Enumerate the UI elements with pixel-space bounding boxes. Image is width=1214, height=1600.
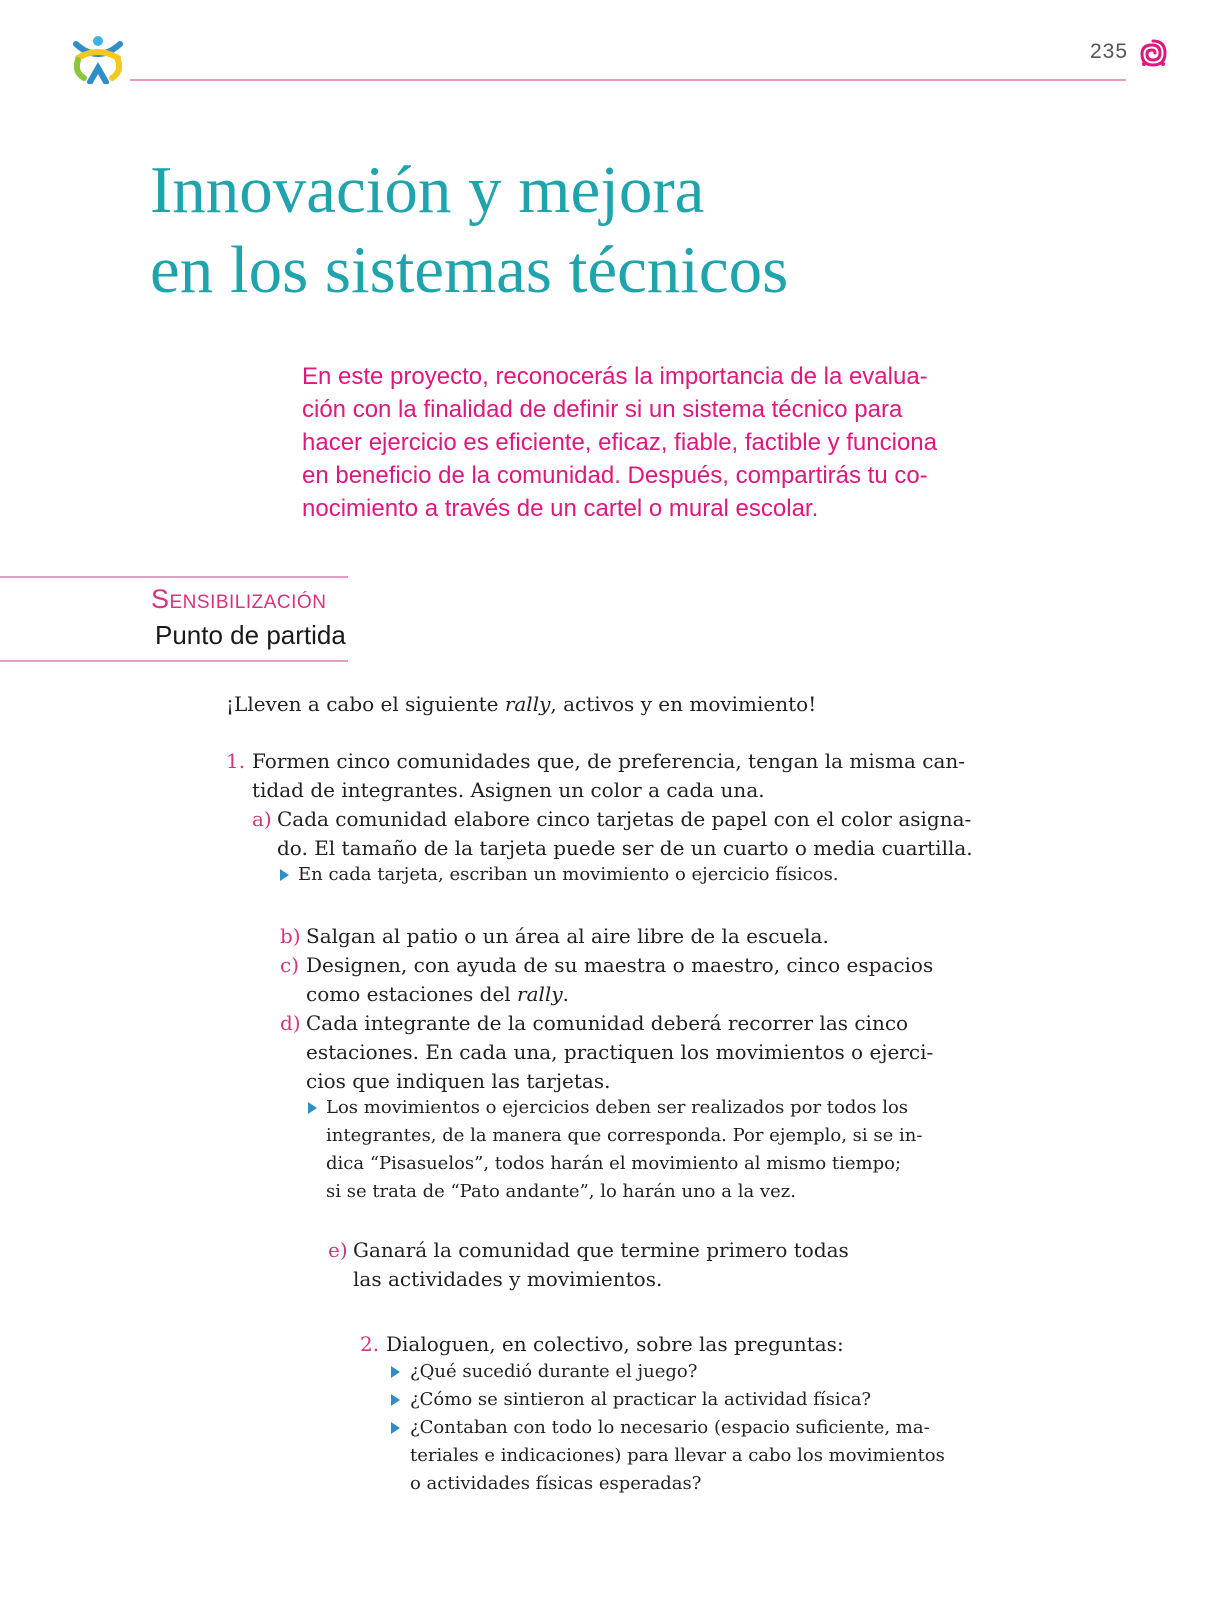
- bullet-line: En cada tarjeta, escriban un movimiento o ejercicio físicos.: [298, 864, 839, 885]
- header-rule: [130, 79, 1126, 81]
- item-text: .: [562, 982, 569, 1006]
- title-line-2: en los sistemas técnicos: [150, 233, 789, 307]
- item-italic: rally: [517, 982, 563, 1006]
- item-line: [306, 980, 569, 1009]
- intro-line: nocimiento a través de un cartel o mural escolar.: [302, 495, 819, 522]
- item-line: tidad de integrantes. Asignen un color a cada una.: [252, 778, 765, 802]
- bullet-triangle-icon: [280, 869, 289, 881]
- item-marker: d): [280, 1011, 301, 1035]
- intro-line: en beneficio de la comunidad. Después, compartirás tu co-: [302, 462, 928, 489]
- question-line: o actividades físicas esperadas?: [410, 1473, 702, 1494]
- question-line: ¿Cómo se sintieron al practicar la actividad física?: [410, 1389, 872, 1410]
- sub-item-marker: [280, 1009, 301, 1038]
- item-line: Cada comunidad elabore cinco tarjetas de papel con el color asigna-: [277, 807, 972, 831]
- item-line: Dialoguen, en colectivo, sobre las preguntas:: [386, 1332, 844, 1356]
- intro-line: hacer ejercicio es eficiente, eficaz, fiable, factible y funciona: [302, 429, 938, 456]
- intro-line: ción con la finalidad de definir si un sistema técnico para: [302, 396, 903, 423]
- bullet-line: Los movimientos o ejercicios deben ser realizados por todos los: [326, 1097, 909, 1118]
- bullet-line: dica “Pisasuelos”, todos harán el movimiento al mismo tiempo;: [326, 1153, 902, 1174]
- section-rule-bottom: [0, 660, 348, 662]
- sub-item-marker: [280, 951, 299, 980]
- sub-item-marker: [280, 922, 301, 951]
- section-title: Sensibilización: [151, 584, 327, 614]
- section-rule-top: [0, 576, 348, 578]
- item-marker: c): [280, 953, 300, 977]
- sub-item-marker: [252, 805, 272, 834]
- question-line: teriales e indicaciones) para llevar a cabo los movimientos: [410, 1445, 945, 1466]
- section-subtitle: Punto de partida: [155, 620, 346, 650]
- question-line: ¿Contaban con todo lo necesario (espacio suficiente, ma-: [410, 1417, 930, 1438]
- colored-figure-logo-icon: [70, 34, 126, 84]
- item-line: cios que indiquen las tarjetas.: [306, 1069, 611, 1093]
- list-item: [226, 747, 245, 776]
- bullet-triangle-icon: [391, 1366, 400, 1378]
- spiral-glyph-icon: [1138, 38, 1168, 68]
- item-marker: a): [252, 807, 272, 831]
- bullet-triangle-icon: [391, 1422, 400, 1434]
- item-marker: 2.: [360, 1332, 380, 1356]
- lead-sentence: [226, 690, 816, 719]
- item-line: do. El tamaño de la tarjeta puede ser de un cuarto o media cuartilla.: [277, 836, 973, 860]
- bullet-triangle-icon: [308, 1102, 317, 1114]
- item-line: estaciones. En cada una, practiquen los movimientos o ejerci-: [306, 1040, 934, 1064]
- item-line: Salgan al patio o un área al aire libre de la escuela.: [306, 924, 829, 948]
- item-marker: 1.: [226, 749, 246, 773]
- section-header: [0, 576, 348, 662]
- item-marker: e): [328, 1238, 348, 1262]
- lead-text: , activos y en movimiento!: [550, 692, 817, 716]
- bullet-line: integrantes, de la manera que corresponda. Por ejemplo, si se in-: [326, 1125, 923, 1146]
- page-title: [150, 150, 788, 310]
- lead-text: ¡Lleven a cabo el siguiente: [226, 692, 505, 716]
- item-line: Formen cinco comunidades que, de preferencia, tengan la misma can-: [252, 749, 966, 773]
- lead-italic: rally: [504, 692, 551, 716]
- item-line: Designen, con ayuda de su maestra o maestro, cinco espacios: [306, 953, 934, 977]
- bullet-triangle-icon: [391, 1394, 400, 1406]
- sub-item-marker: [328, 1236, 348, 1265]
- item-line: Ganará la comunidad que termine primero todas: [353, 1238, 849, 1262]
- list-item: [360, 1330, 379, 1359]
- question-line: ¿Qué sucedió durante el juego?: [410, 1361, 698, 1382]
- item-line: Cada integrante de la comunidad deberá recorrer las cinco: [306, 1011, 909, 1035]
- intro-line: En este proyecto, reconocerás la importancia de la evalua-: [302, 363, 928, 390]
- intro-paragraph: [302, 360, 952, 525]
- page-number: 235: [1090, 40, 1129, 63]
- item-line: las actividades y movimientos.: [353, 1267, 663, 1291]
- bullet-line: si se trata de “Pato andante”, lo harán uno a la vez.: [326, 1181, 796, 1202]
- item-marker: b): [280, 924, 301, 948]
- title-line-1: Innovación y mejora: [150, 153, 705, 227]
- item-text: como estaciones del: [306, 982, 518, 1006]
